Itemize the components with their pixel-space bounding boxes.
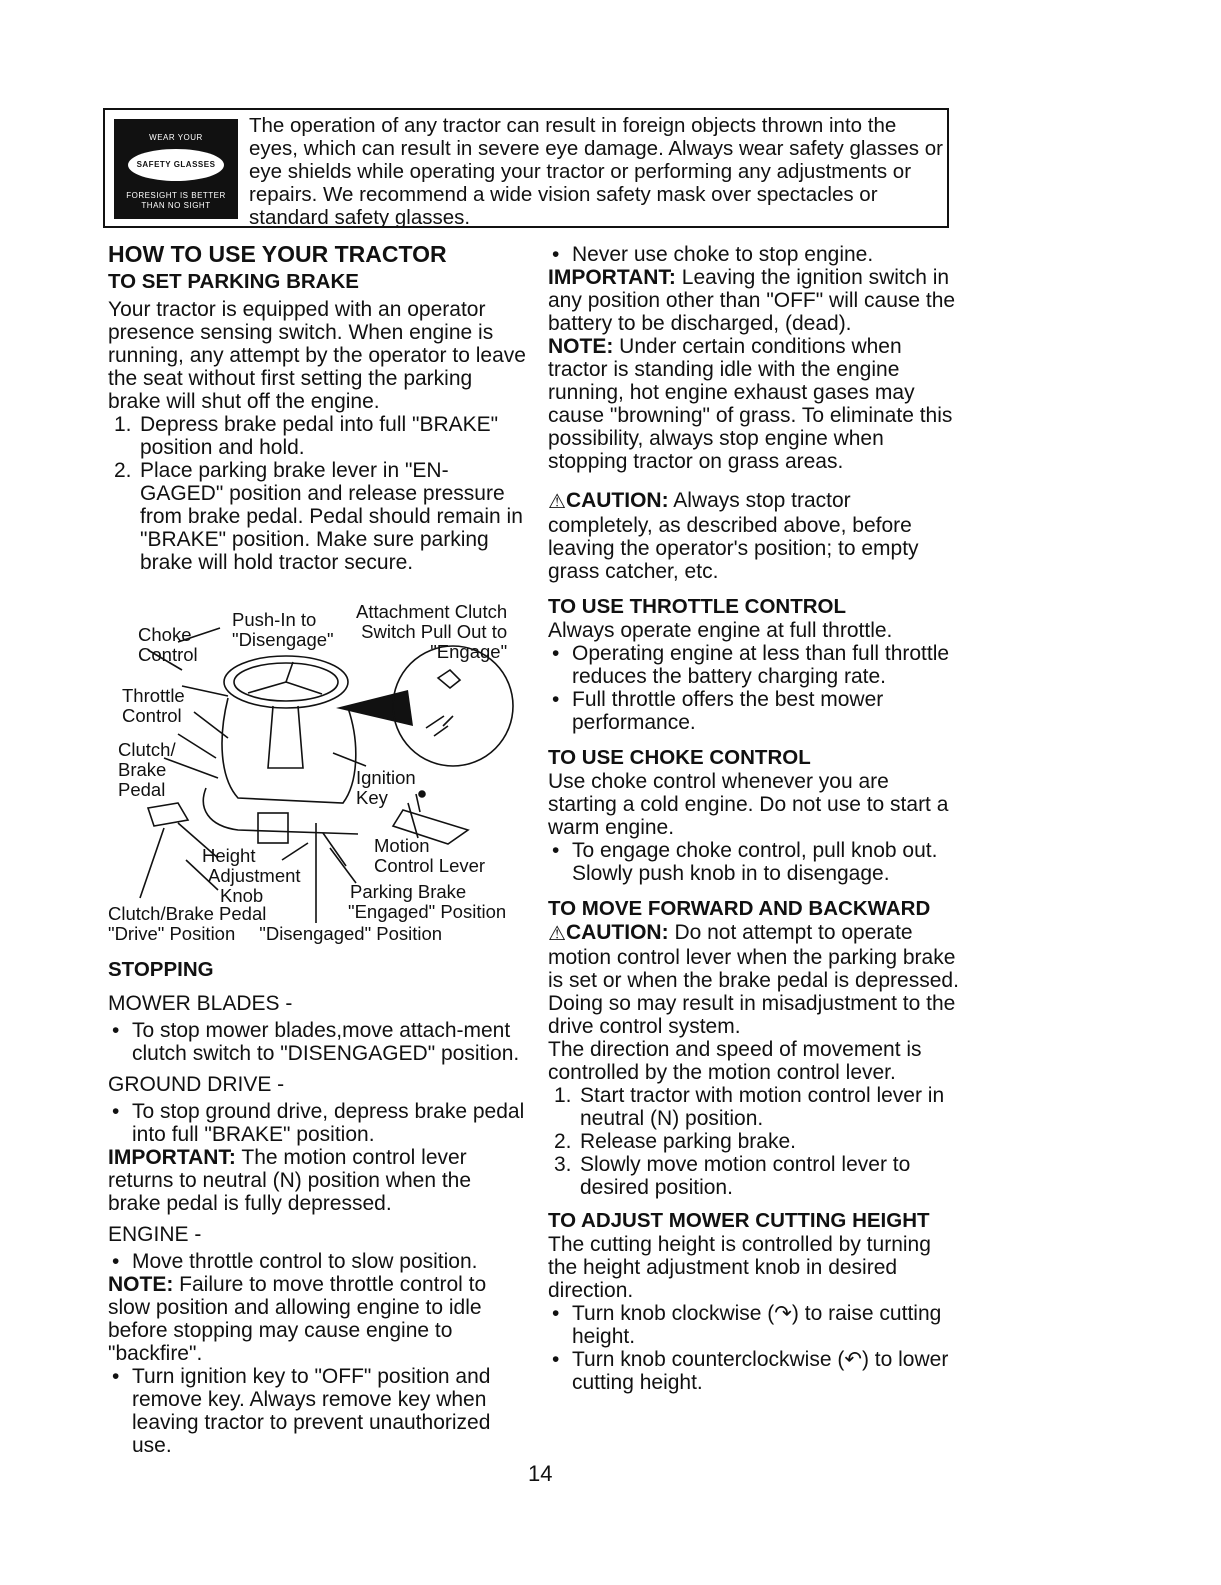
move-heading: TO MOVE FORWARD AND BACKWARD — [548, 897, 931, 920]
choke-heading: TO USE CHOKE CONTROL — [548, 746, 811, 769]
caution-paragraph: ⚠CAUTION: Always stop tractor completely, as described above, before leaving the operator's position; to empty grass catcher, etc. — [548, 489, 919, 583]
page-number: 14 — [528, 1461, 553, 1486]
badge-line-4: THAN NO SIGHT — [141, 201, 211, 210]
list-item: • Never use choke to stop engine. — [548, 243, 960, 266]
note-paragraph: NOTE: Under certain conditions when tractor is standing idle with the engine running, hot engine exhaust gases may cause "browning" of grass. To eliminate this possibility, always stop engine when stopping tractor on grass areas. — [548, 335, 953, 473]
label-clutch-brake-pedal: Clutch/ Brake Pedal — [118, 739, 176, 800]
counterclockwise-arrow-icon: ↶ — [844, 1348, 862, 1371]
list-item: 1. Depress brake pedal into full "BRAKE" position and hold. — [114, 413, 499, 459]
label-ignition-key: Ignition Key — [356, 767, 416, 808]
label-attachment-clutch: Attachment Clutch Switch Pull Out to "Engage" — [356, 601, 508, 662]
stopping-heading: STOPPING — [108, 958, 214, 981]
list-item: 2. Release parking brake. — [554, 1130, 796, 1153]
parking-brake-heading: TO SET PARKING BRAKE — [108, 270, 359, 293]
list-item: • Turn knob clockwise (↷) to raise cutting height. — [548, 1302, 960, 1348]
mower-blades-heading: MOWER BLADES - — [108, 992, 293, 1015]
safety-glasses-badge — [114, 119, 238, 219]
clockwise-arrow-icon: ↷ — [774, 1302, 792, 1325]
move-intro: The direction and speed of movement is controlled by the motion control lever. — [548, 1038, 922, 1084]
badge-line-2: SAFETY GLASSES — [128, 149, 224, 181]
list-item: • Operating engine at less than full throttle reduces the battery charging rate. — [548, 642, 960, 688]
left-column-stopping — [108, 958, 528, 1457]
throttle-intro: Always operate engine at full throttle. — [548, 619, 893, 642]
move-caution: ⚠CAUTION: Do not attempt to operate motion control lever when the parking brake is set or when the brake pedal is depressed. Doing so may result in misadjustment to the drive control system. — [548, 921, 959, 1038]
tractor-controls-diagram — [108, 598, 528, 950]
throttle-heading: TO USE THROTTLE CONTROL — [548, 595, 847, 618]
label-throttle: Throttle Control — [122, 685, 185, 726]
list-item: 2. Place parking brake lever in "EN-GAGED" position and release pressure from brake pedal. Pedal should remain in "BRAKE" position. Make sure parking brake will hold tractor secure. — [114, 459, 523, 574]
label-push-in: Push-In to "Disengage" — [232, 609, 334, 650]
important-paragraph: IMPORTANT: The motion control lever returns to neutral (N) position when the brake pedal is fully depressed. — [108, 1146, 472, 1215]
section-title: HOW TO USE YOUR TRACTOR — [108, 241, 447, 267]
note-paragraph: NOTE: Failure to move throttle control to slow position and allowing engine to idle before stopping may cause engine to "backfire". — [108, 1273, 487, 1365]
list-item: • To stop mower blades,move attach-ment clutch switch to "DISENGAGED" position. — [108, 1019, 528, 1065]
list-item: • To stop ground drive, depress brake pedal into full "BRAKE" position. — [108, 1100, 528, 1146]
height-intro: The cutting height is controlled by turning the height adjustment knob in desired direction. — [548, 1233, 931, 1302]
list-item: • To engage choke control, pull knob out. Slowly push knob in to disengage. — [548, 839, 960, 885]
safety-warning-box — [103, 108, 949, 228]
warning-text: The operation of any tractor can result in foreign objects thrown into the eyes, which can result in severe eye damage. Always wear safety glasses or eye shields while operating your tractor or performing any adjustments or repairs. We recommend a wide vision safety mask over spectacles or standard safety glasses. — [249, 114, 943, 229]
list-item: • Move throttle control to slow position. — [108, 1250, 528, 1273]
label-choke: Choke Control — [138, 624, 198, 665]
caution-triangle-icon: ⚠ — [548, 491, 566, 513]
badge-line-1: WEAR YOUR — [149, 133, 203, 142]
label-clutch-brake-position: Clutch/Brake Pedal "Drive" Position "Disengaged" Position — [108, 903, 443, 944]
ground-drive-heading: GROUND DRIVE - — [108, 1073, 285, 1096]
badge-line-3: FORESIGHT IS BETTER — [126, 191, 226, 200]
label-parking-brake: Parking Brake "Engaged" Position — [348, 881, 507, 922]
list-item: • Full throttle offers the best mower performance. — [548, 688, 960, 734]
height-heading: TO ADJUST MOWER CUTTING HEIGHT — [548, 1209, 930, 1232]
list-item: 1. Start tractor with motion control lever in neutral (N) position. — [554, 1084, 945, 1130]
engine-heading: ENGINE - — [108, 1223, 202, 1246]
label-height-knob: Height Adjustment Knob — [202, 845, 301, 906]
parking-brake-intro: Your tractor is equipped with an operator presence sensing switch. When engine is running, any attempt by the operator to leave the seat without first setting the parking brake will shut off the engine. — [108, 298, 526, 413]
caution-triangle-icon: ⚠ — [548, 923, 566, 945]
list-item: • Turn ignition key to "OFF" position and remove key. Always remove key when leaving tractor to prevent unauthorized use. — [108, 1365, 528, 1457]
list-item: 3. Slowly move motion control lever to desired position. — [554, 1153, 911, 1199]
label-motion-control: Motion Control Lever — [374, 835, 486, 876]
right-column — [548, 243, 960, 1394]
choke-intro: Use choke control whenever you are starting a cold engine. Do not use to start a warm engine. — [548, 770, 949, 839]
parking-brake-steps — [108, 413, 528, 574]
left-column-top — [108, 241, 528, 574]
important-paragraph: IMPORTANT: Leaving the ignition switch in any position other than "OFF" will cause the battery to be discharged, (dead). — [548, 266, 956, 335]
list-item: • Turn knob counterclockwise (↶) to lower cutting height. — [548, 1348, 960, 1394]
